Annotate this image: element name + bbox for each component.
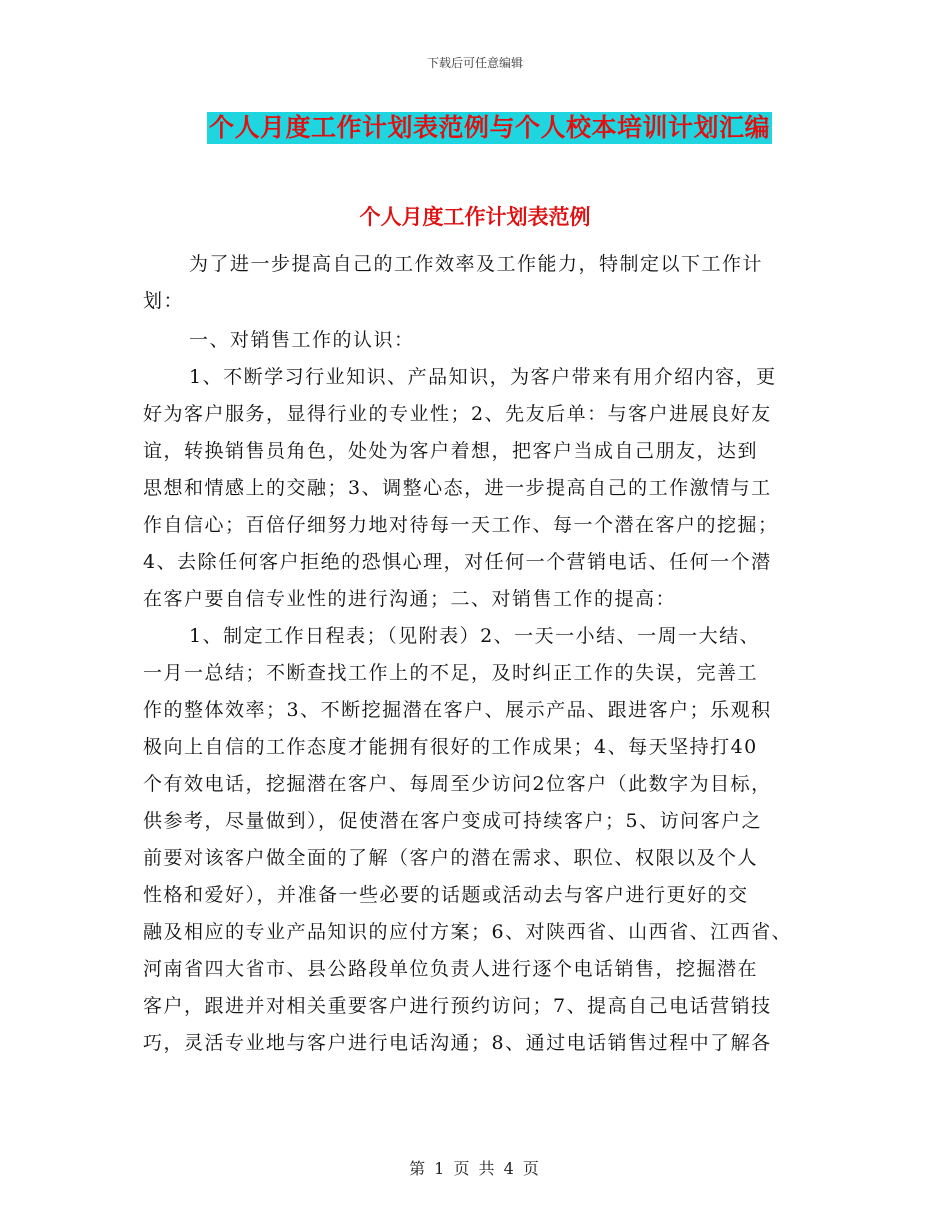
paragraph-line: 巧，灵活专业地与客户进行电话沟通；8、通过电话销售过程中了解各	[143, 1032, 772, 1054]
paragraph-line: 极向上自信的工作态度才能拥有很好的工作成果；4、每天坚持打40	[143, 736, 758, 758]
section-heading: 一、对销售工作的认识：	[189, 329, 415, 351]
document-sub-title: 个人月度工作计划表范例	[359, 204, 591, 229]
paragraph-line: 融及相应的专业产品知识的应付方案；6、对陕西省、山西省、江西省、	[143, 921, 793, 943]
paragraph-line: 4、去除任何客户拒绝的恐惧心理，对任何一个营销电话、任何一个潜	[143, 551, 772, 573]
paragraph-line: 谊，转换销售员角色，处处为客户着想，把客户当成自己朋友，达到	[143, 440, 759, 462]
paragraph-line: 河南省四大省市、县公路段单位负责人进行逐个电话销售，挖掘潜在	[143, 958, 759, 980]
paragraph-line: 作的整体效率；3、不断挖掘潜在客户、展示产品、跟进客户；乐观积	[143, 699, 772, 721]
paragraph-line: 客户，跟进并对相关重要客户进行预约访问；7、提高自己电话营销技	[143, 995, 772, 1017]
paragraph-line: 个有效电话，挖掘潜在客户、每周至少访问2位客户（此数字为目标，	[143, 773, 772, 795]
paragraph-line: 1、不断学习行业知识、产品知识，为客户带来有用介绍内容，更	[189, 366, 777, 388]
paragraph-line: 为了进一步提高自己的工作效率及工作能力，特制定以下工作计	[189, 253, 764, 275]
page-footer: 第 1 页 共 4 页	[409, 1159, 541, 1178]
paragraph-line: 一月一总结；不断查找工作上的不足，及时纠正工作的失误，完善工	[143, 662, 759, 684]
paragraph-line: 性格和爱好），并准备一些必要的话题或活动去与客户进行更好的交	[143, 884, 749, 906]
paragraph-line: 划：	[143, 290, 185, 312]
paragraph-line: 供参考，尽量做到），促使潜在客户变成可持续客户；5、访问客户之	[143, 810, 763, 832]
paragraph-line: 思想和情感上的交融；3、调整心态，进一步提高自己的工作激情与工	[143, 477, 772, 499]
document-main-title: 个人月度工作计划表范例与个人校本培训计划汇编	[209, 113, 771, 142]
paragraph-line: 1、制定工作日程表；（见附表）2、一天一小结、一周一大结、	[189, 625, 761, 647]
header-note: 下载后可任意编辑	[426, 56, 523, 70]
paragraph-line: 好为客户服务，显得行业的专业性；2、先友后单：与客户进展良好友	[143, 403, 772, 425]
paragraph-line: 在客户要自信专业性的进行沟通；二、对销售工作的提高：	[143, 588, 677, 610]
paragraph-line: 作自信心；百倍仔细努力地对待每一天工作、每一个潜在客户的挖掘；	[143, 514, 779, 536]
paragraph-line: 前要对该客户做全面的了解（客户的潜在需求、职位、权限以及个人	[143, 847, 759, 869]
